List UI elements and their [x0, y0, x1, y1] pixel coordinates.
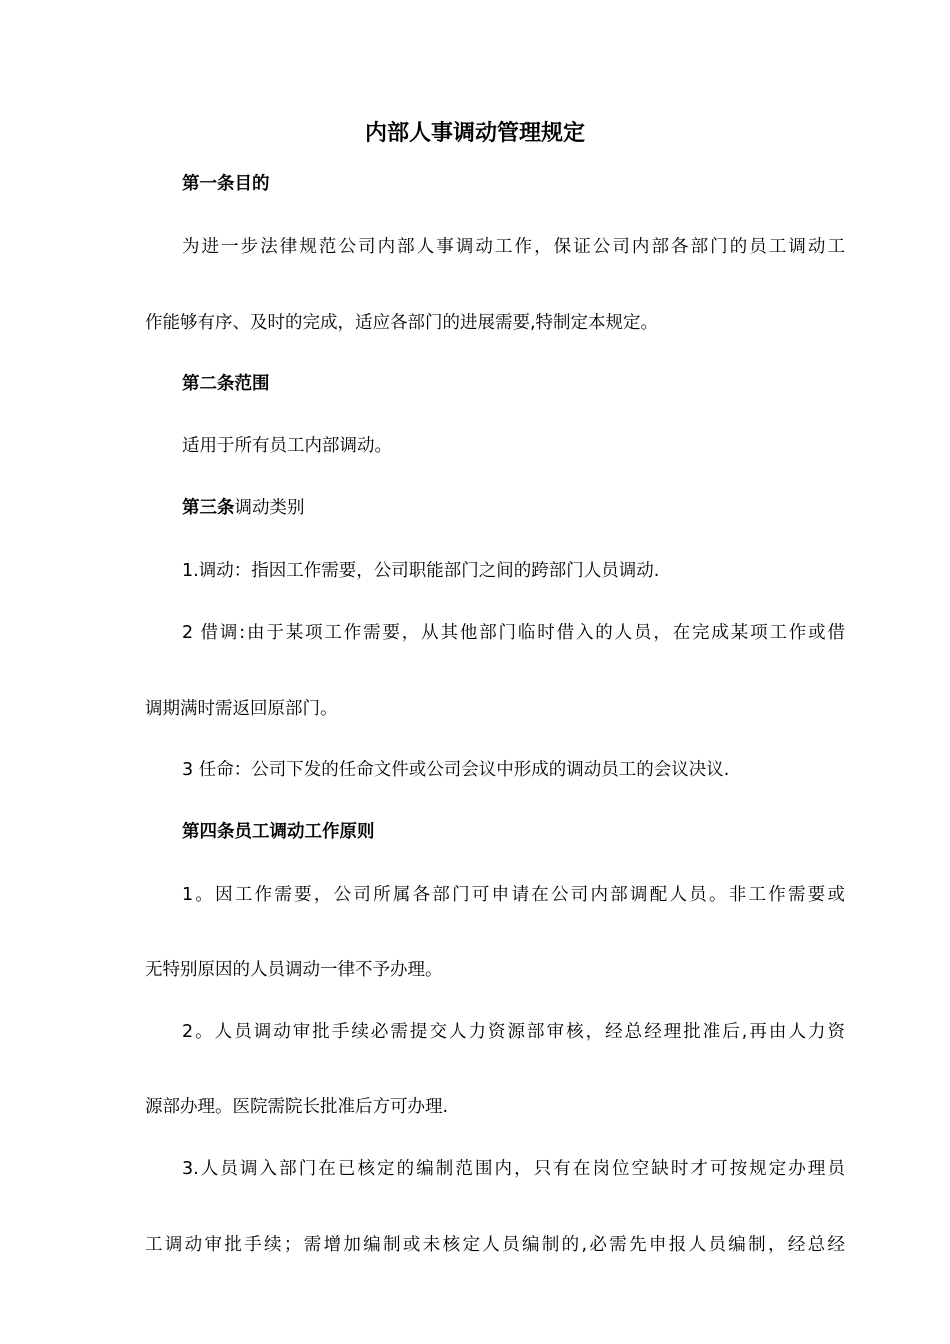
article1-body-line1: 为进一步法律规范公司内部人事调动工作，保证公司内部各部门的员工调动工 — [182, 237, 845, 257]
article4-heading: 第四条员工调动工作原则 — [182, 822, 375, 842]
article4-item1-line1: 1。因工作需要，公司所属各部门可申请在公司内部调配人员。非工作需要或 — [182, 885, 845, 905]
article3-item3: 3 任命：公司下发的任命文件或公司会议中形成的调动员工的会议决议. — [182, 760, 730, 780]
article1-heading: 第一条目的 — [182, 174, 270, 194]
article4-item3-line2: 工调动审批手续；需增加编制或未核定人员编制的,必需先申报人员编制，经总经 — [145, 1235, 845, 1255]
article3-item1: 1.调动：指因工作需要，公司职能部门之间的跨部门人员调动. — [182, 561, 660, 581]
article2-body: 适用于所有员工内部调动。 — [182, 436, 392, 456]
article3-item2-line2: 调期满时需返回原部门。 — [145, 699, 338, 719]
article4-item3-line1: 3.人员调入部门在已核定的编制范围内，只有在岗位空缺时才可按规定办理员 — [182, 1159, 845, 1179]
article3-heading-text: 调动类别 — [234, 498, 305, 518]
article1-body-line2: 作能够有序、及时的完成，适应各部门的进展需要,特制定本规定。 — [145, 313, 659, 333]
article3-item2-line1: 2 借调:由于某项工作需要，从其他部门临时借入的人员，在完成某项工作或借 — [182, 623, 845, 643]
article3-heading-number: 第三条 — [182, 498, 235, 518]
article4-item2-line2: 源部办理。医院需院长批准后方可办理. — [145, 1097, 449, 1117]
article3-heading — [182, 496, 845, 520]
document-title: 内部人事调动管理规定 — [364, 121, 585, 146]
article2-heading: 第二条范围 — [182, 374, 270, 394]
article4-item1-line2: 无特别原因的人员调动一律不予办理。 — [145, 960, 443, 980]
article4-item2-line1: 2。人员调动审批手续必需提交人力资源部审核，经总经理批准后,再由人力资 — [182, 1022, 845, 1042]
